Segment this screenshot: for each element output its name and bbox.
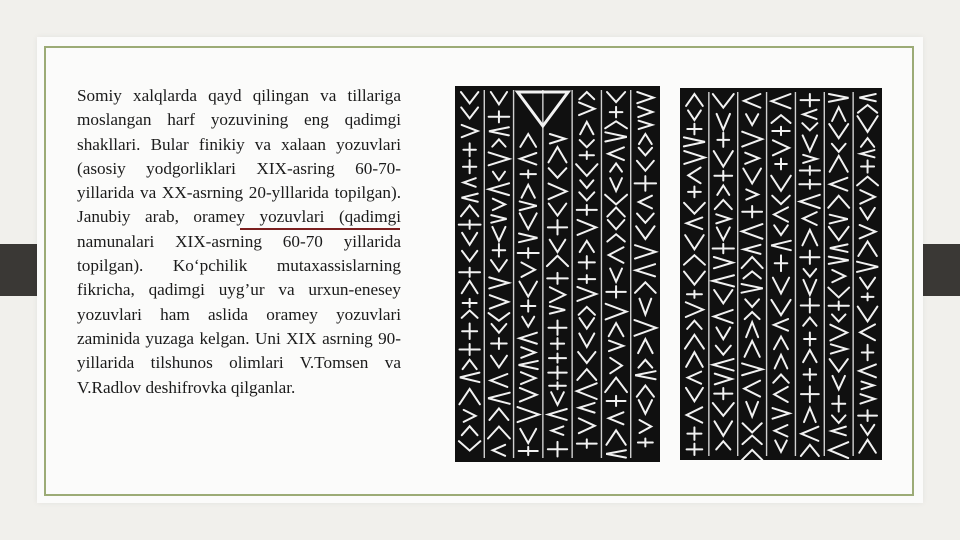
text-underline-mark	[240, 228, 400, 230]
inscription-image-right	[680, 88, 882, 460]
inscription-image-left	[455, 86, 660, 462]
slide-paragraph: Somiy xalqlarda qayd qilingan va tillariga moslangan harf yozuvining eng qadimgi shakllari. Bular finikiy va xalaan yozuvlari (asosiy yodgorliklari XIX-asring 60-70-yillarida va XX-asrning 20-ylllarida topilgan). Janubiy arab, oramey yozuvlari (qadimgi namunalari XIX-asrning 60-70 yillarida topilgan). Ko‘pchilik mutaxassislarning fikricha, qadimgi uyg’ur va urxun-enesey yozuvlari ham aslida oramey yozuvlari zaminida yuzaga kelgan. Uni XIX asrning 90-yillarida tilshunos olimlari V.Tomsen va V.Radlov deshifrovka qilganlar.	[77, 86, 401, 397]
inscription-left-glyphs	[455, 86, 660, 462]
inscription-right-glyphs	[680, 88, 882, 460]
